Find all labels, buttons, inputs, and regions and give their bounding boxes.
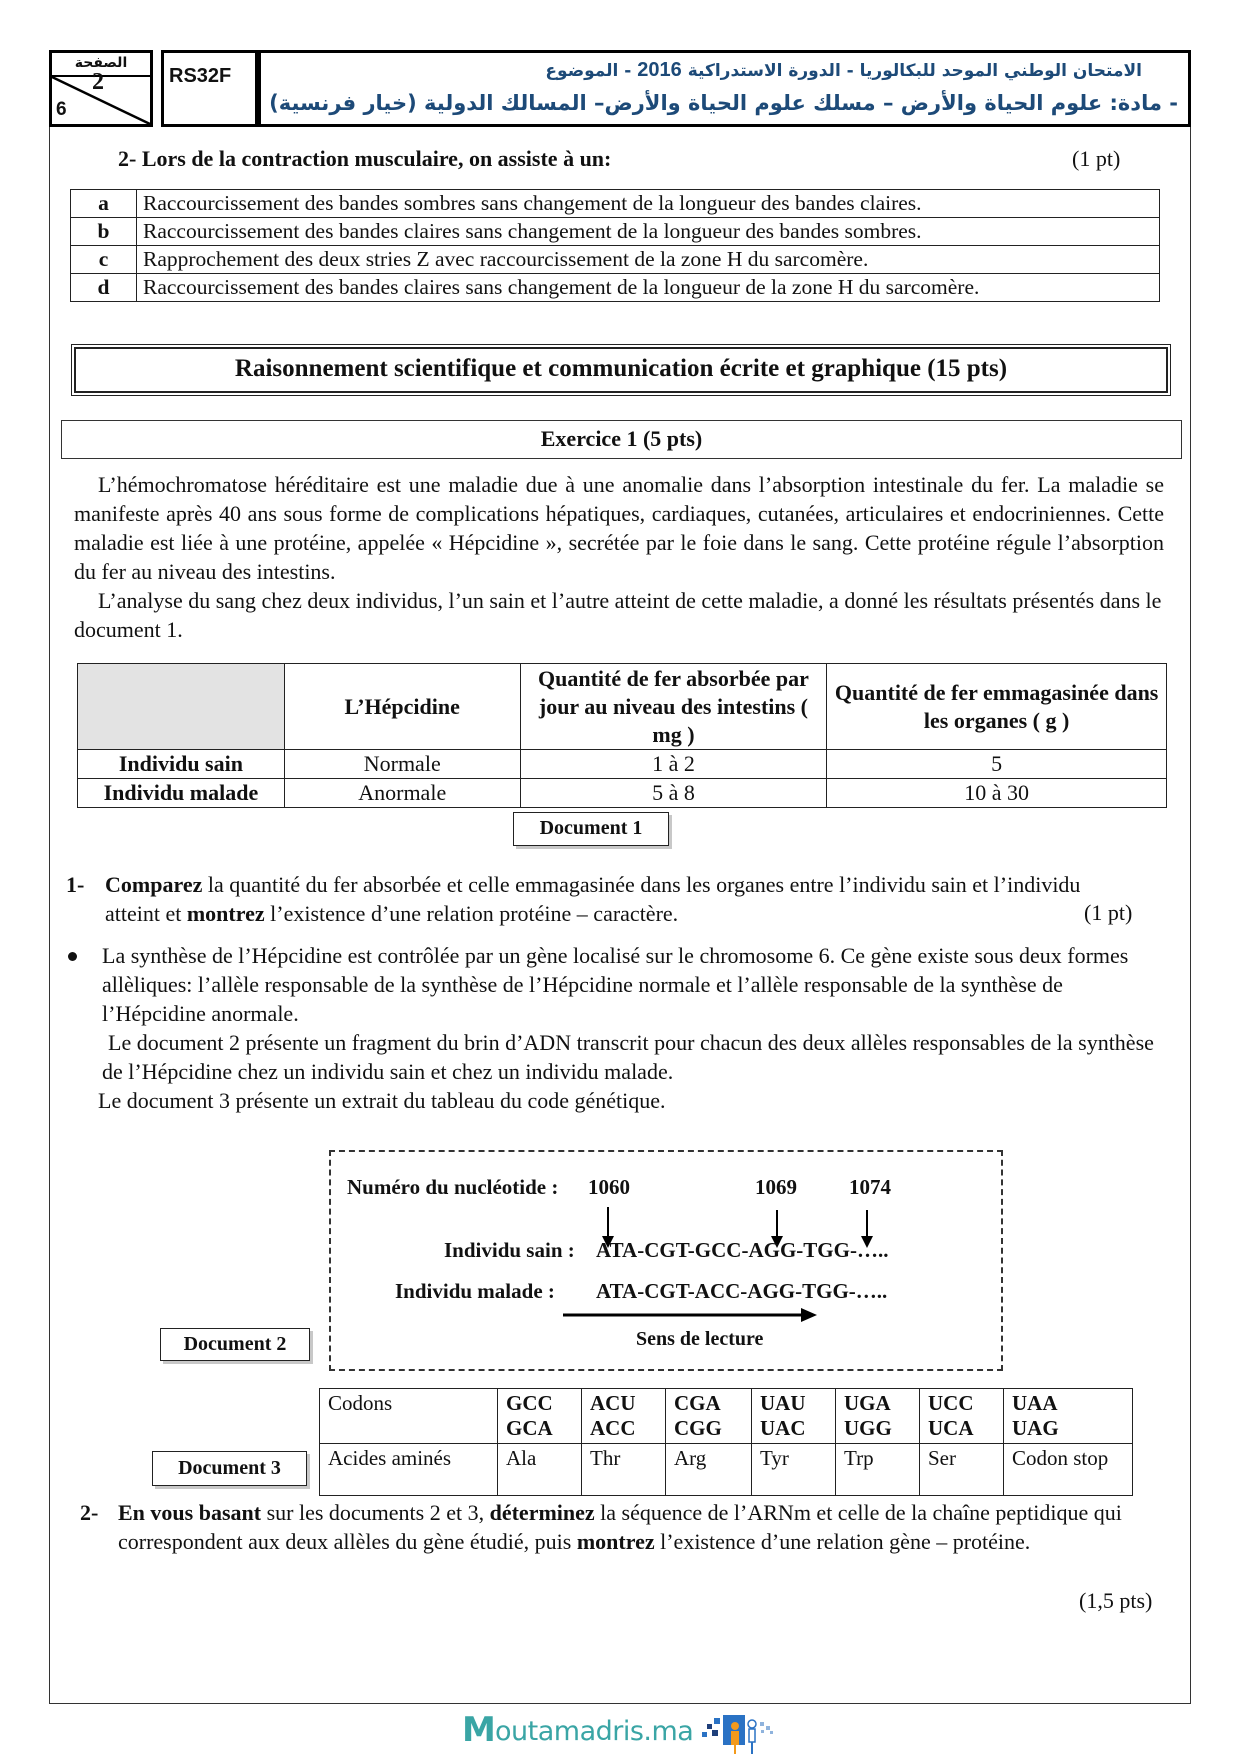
question1-text-part2: l’existence d’une relation protéine – caractère.: [264, 901, 679, 926]
codons-row: [320, 1389, 1133, 1444]
codon-cell: [920, 1389, 1004, 1444]
codon-cell: [582, 1389, 666, 1444]
table-cell: 1 à 2: [520, 750, 827, 779]
codon-cell: [666, 1389, 752, 1444]
table-cell: Anormale: [284, 779, 520, 808]
exam-subject-label: - الموضوع: [545, 61, 632, 81]
logo-text: outamadris.ma: [495, 1716, 694, 1747]
mcq-option-a: [71, 190, 1160, 218]
nucleotide-position-1060: 1060: [588, 1175, 630, 1199]
amino-acid-cell: Ala: [498, 1444, 582, 1496]
exam-title: [258, 50, 1191, 127]
mcq-option-c: [71, 246, 1160, 274]
table-cell: 5: [827, 750, 1167, 779]
codon-cell: [1004, 1389, 1133, 1444]
table-cell: 10 à 30: [827, 779, 1167, 808]
table-row: [78, 750, 1167, 779]
row-label: Individu malade: [78, 779, 285, 808]
mcq-question-title: 2- Lors de la contraction musculaire, on assiste à un:: [118, 146, 612, 171]
intro-paragraph-2: L’analyse du sang chez deux individus, l’un sain et l’autre atteint de cette maladie, a donné les résultats présentés dans le document 1.: [74, 588, 1162, 642]
amino-acid-cell: Thr: [582, 1444, 666, 1496]
amino-acid-cell: Tyr: [752, 1444, 836, 1496]
codon: UGA: [844, 1391, 891, 1415]
mcq-table: [70, 189, 1160, 302]
healthy-label: Individu sain :: [444, 1238, 575, 1262]
question2-verb-determine: déterminez: [489, 1500, 595, 1525]
mcq-points: (1 pt): [1072, 146, 1121, 171]
codon: UAG: [1012, 1416, 1059, 1440]
amino-acid-cell: Arg: [666, 1444, 752, 1496]
codon: UCA: [928, 1416, 974, 1440]
mcq-option-letter: b: [71, 218, 137, 246]
question2-verb-basing: En vous basant: [118, 1500, 262, 1525]
amino-acids-row: [320, 1444, 1133, 1496]
row-label: Individu sain: [78, 750, 285, 779]
nucleotide-position-1074: 1074: [849, 1175, 891, 1199]
codon: GCA: [506, 1416, 553, 1440]
exam-title-line1: [545, 59, 1142, 82]
codon-cell: [752, 1389, 836, 1444]
reading-direction-label: Sens de lecture: [636, 1328, 764, 1350]
nucleotide-label: Numéro du nucléotide :: [347, 1175, 559, 1199]
table-cell: Normale: [284, 750, 520, 779]
mcq-option-letter: c: [71, 246, 137, 274]
mcq-option-text: Raccourcissement des bandes sombres sans changement de la longueur des bandes claires.: [137, 190, 1160, 218]
mcq-option-letter: a: [71, 190, 137, 218]
table-cell: 5 à 8: [520, 779, 827, 808]
nucleotide-position-1069: 1069: [755, 1175, 797, 1199]
codon: ACC: [590, 1416, 636, 1440]
bullet-paragraph-2: Le document 2 présente un fragment du brin d’ADN transcrit pour chacun des deux allèles responsables de la synthèse de l’Hépcidine chez un individu sain et chez un individu malade.: [102, 1030, 1154, 1084]
document2-diagram: [329, 1150, 1003, 1371]
mcq-option-text: Raccourcissement des bandes claires sans changement de la longueur des bandes sombres.: [137, 218, 1160, 246]
codon: UAC: [760, 1416, 806, 1440]
exam-year: 2016: [637, 59, 682, 81]
exercise-title: Exercice 1 (5 pts): [61, 420, 1182, 459]
codon: CGG: [674, 1416, 722, 1440]
bullet-paragraph-1: La synthèse de l’Hépcidine est contrôlée par un gène localisé sur le chromosome 6. Ce gène existe sous deux formes allèliques: l’allèle responsable de la synthèse de l’Hépcidine normale et l’allèle responsable de la synthèse de l’Hépcidine anormale.: [102, 943, 1129, 1026]
page-total: 6: [56, 99, 67, 120]
codon: GCC: [506, 1391, 553, 1415]
table-row: [78, 779, 1167, 808]
page-current: 2: [92, 69, 104, 95]
question2-text-part2: la séquence de l’ARNm et celle de la chaîne peptidique qui correspondent aux deux allèles du gène étudié, puis: [118, 1500, 1122, 1554]
codon: UGG: [844, 1416, 892, 1440]
codon: UCC: [928, 1391, 974, 1415]
question2-text-part3: l’existence d’une relation gène – protéine.: [654, 1529, 1031, 1554]
reading-direction-arrow-icon: [563, 1308, 817, 1322]
question1-text-part1: la quantité du fer absorbée et celle emmagasinée dans les organes entre l’individu sain et l’individu atteint et: [105, 872, 1081, 926]
intro-paragraph-1: L’hémochromatose héréditaire est une maladie due à une anomalie dans l’absorption intestinale du fer. La maladie se manifeste après 40 ans sous forme de complications hépatiques, cardiaques, cutanées, articulaires et endocriniennes. Cette maladie est liée à une protéine, appelée « Hépcidine », secrétée par le foie dans le sang. Cette protéine régule l’absorption du fer au niveau des intestins.: [74, 472, 1164, 584]
question1-verb-show: montrez: [186, 901, 265, 926]
codon-cell: [498, 1389, 582, 1444]
codon: CGA: [674, 1391, 721, 1415]
question2-points: (1,5 pts): [1079, 1588, 1153, 1613]
amino-acids-row-label: Acides aminés: [320, 1444, 498, 1496]
question2-text-part1: sur les documents 2 et 3,: [261, 1500, 490, 1525]
document3-genetic-code-table: [319, 1388, 1133, 1496]
document1-label: Document 1: [513, 812, 669, 846]
question2-number: 2-: [80, 1500, 99, 1525]
question1-text: [105, 870, 1135, 928]
question2-verb-show: montrez: [576, 1529, 655, 1554]
document1-header-stored: Quantité de fer emmagasinée dans les organes ( g ): [827, 664, 1167, 750]
codon: UAU: [760, 1391, 806, 1415]
document1-header-hepcidine: L’Hépcidine: [284, 664, 520, 750]
logo-letter-m: M: [462, 1710, 496, 1750]
mcq-option-text: Rapprochement des deux stries Z avec raccourcissement de la zone H du sarcomère.: [137, 246, 1160, 274]
mcq-option-letter: d: [71, 274, 137, 302]
bullet-icon: [68, 952, 77, 961]
exam-title-line2: - مادة: علوم الحياة والأرض – مسلك علوم الحياة والأرض– المسالك الدولية (خيار فرنسية): [269, 91, 1178, 115]
question1-number: 1-: [66, 872, 85, 897]
document1-header-empty: [78, 664, 285, 750]
sick-sequence: ATA-CGT-ACC-AGG-TGG-…..: [596, 1279, 888, 1303]
document1-header-absorbed: Quantité de fer absorbée par jour au niveau des intestins ( mg ): [520, 664, 827, 750]
mcq-option-d: [71, 274, 1160, 302]
question1-points: (1 pt): [1084, 900, 1133, 925]
page-label: الصفحة: [52, 53, 150, 77]
amino-acid-cell: Ser: [920, 1444, 1004, 1496]
document3-label: Document 3: [152, 1451, 307, 1486]
codon: UAA: [1012, 1391, 1058, 1415]
mcq-option-text: Raccourcissement des bandes claires sans changement de la longueur de la zone H du sarcomère.: [137, 274, 1160, 302]
exam-code: RS32F: [161, 50, 258, 127]
question1-verb-compare: Comparez: [105, 872, 203, 897]
codon-cell: [836, 1389, 920, 1444]
exam-session: الامتحان الوطني الموحد للبكالوريا - الدورة الاستدراكية: [687, 61, 1142, 81]
mcq-option-b: [71, 218, 1160, 246]
bullet-paragraph-3: Le document 3 présente un extrait du tableau du code génétique.: [98, 1088, 666, 1113]
healthy-sequence: ATA-CGT-GCC-AGG-TGG-…..: [596, 1238, 889, 1262]
codons-row-label: Codons: [320, 1389, 498, 1444]
document2-label: Document 2: [160, 1328, 310, 1361]
sick-label: Individu malade :: [395, 1279, 555, 1303]
document1-table: [77, 663, 1167, 808]
codon: ACU: [590, 1391, 636, 1415]
moutamadris-logo[interactable]: [462, 1712, 782, 1754]
amino-acid-cell: Codon stop: [1004, 1444, 1133, 1496]
page-number-box: [49, 50, 153, 127]
exam-header: [49, 50, 1191, 127]
question2-text: [118, 1498, 1148, 1556]
section-title: Raisonnement scientifique et communication écrite et graphique (15 pts): [71, 344, 1171, 396]
amino-acid-cell: Trp: [836, 1444, 920, 1496]
logo-people-icon: [697, 1712, 787, 1754]
